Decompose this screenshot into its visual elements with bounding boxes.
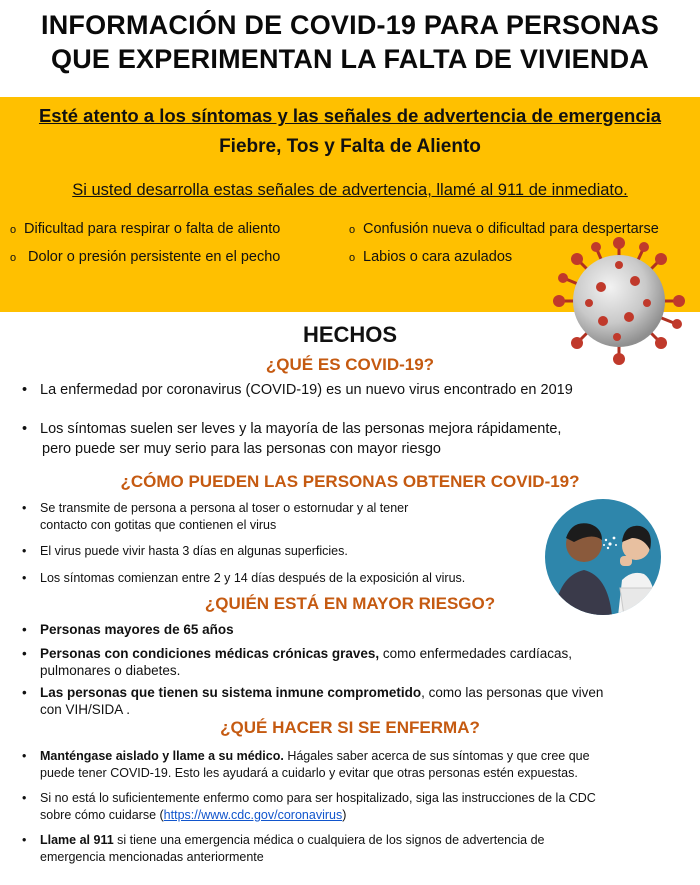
circle-bullet-icon: o xyxy=(349,252,356,264)
bullet-icon: • xyxy=(22,382,28,398)
warning-sign-item: o Dolor o presión persistente en el pecho xyxy=(10,249,281,265)
warning-sign-item: o Confusión nueva o dificultad para despertarse xyxy=(349,221,659,237)
call-911-notice: Si usted desarrolla estas señales de advertencia, llamé al 911 de inmediato. xyxy=(72,181,628,199)
circle-bullet-icon: o xyxy=(10,224,17,236)
section-heading-risk: ¿QUIÉN ESTÁ EN MAYOR RIESGO? xyxy=(204,594,496,613)
bullet-icon: • xyxy=(22,749,27,763)
bullet-icon: • xyxy=(22,501,27,515)
bullet-icon: • xyxy=(22,791,27,805)
title-line-1: INFORMACIÓN DE COVID-19 PARA PERSONAS xyxy=(41,10,659,40)
bullet-icon: • xyxy=(22,685,27,700)
bullet-icon: • xyxy=(22,646,27,661)
warning-heading: Esté atento a los síntomas y las señales de advertencia de emergencia xyxy=(38,105,662,126)
circle-bullet-icon: o xyxy=(10,252,17,264)
bullet-icon: • xyxy=(22,622,27,637)
section-heading-what-is: ¿QUÉ ES COVID-19? xyxy=(265,355,435,374)
bullet-icon: • xyxy=(22,544,27,558)
facts-heading: HECHOS xyxy=(302,322,398,347)
bullet-icon: • xyxy=(22,833,27,847)
warning-sign-item: o Labios o cara azulados xyxy=(349,249,513,265)
cdc-link[interactable]: https://www.cdc.gov/coronavirus xyxy=(163,808,343,822)
page-title xyxy=(0,8,700,76)
bullet-icon: • xyxy=(22,421,28,437)
bullet-icon: • xyxy=(22,571,27,585)
circle-bullet-icon: o xyxy=(349,224,356,236)
warning-sign-item: o Dificultad para respirar o falta de aliento xyxy=(10,221,281,237)
section-heading-how: ¿CÓMO PUEDEN LAS PERSONAS OBTENER COVID-19? xyxy=(120,472,580,491)
section-heading-if-sick: ¿QUÉ HACER SI SE ENFERMA? xyxy=(220,718,480,737)
symptoms-heading: Fiebre, Tos y Falta de Aliento xyxy=(219,136,481,157)
title-line-2: QUE EXPERIMENTAN LA FALTA DE VIVIENDA xyxy=(51,44,649,74)
